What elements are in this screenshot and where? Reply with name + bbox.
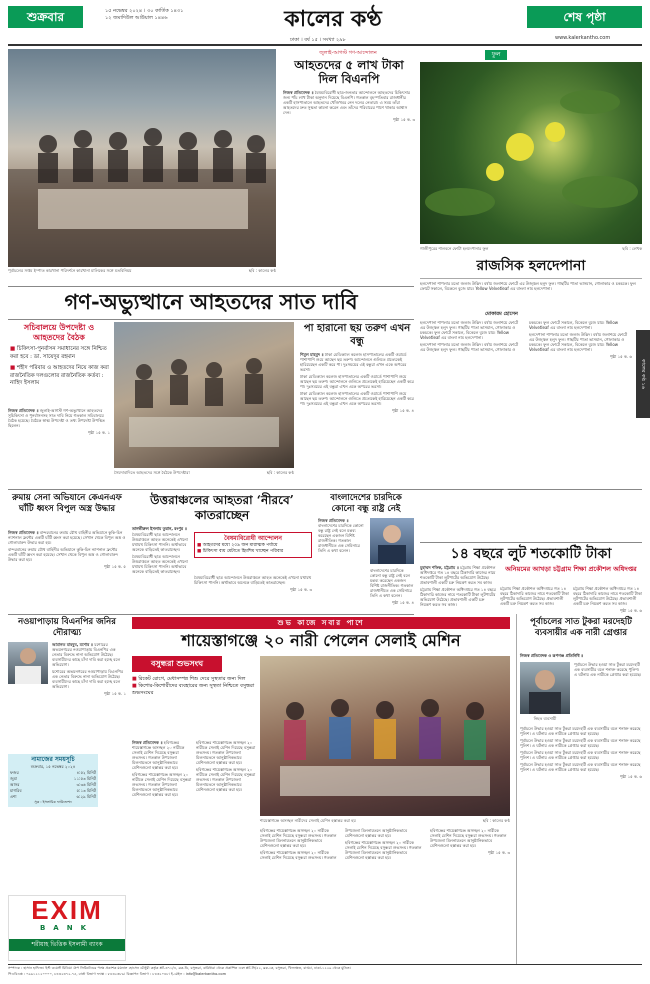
arrest-photo-caption: নিহত ব্যবসায়ী [533, 716, 557, 721]
legs-body-text: ঢাকা মেডিক্যাল কলেজ হাসপাতালের একটি ওয়ার্ডে পাশাপাশি শুয়ে আছেন ছয় তরুণ। আন্দোলনে গুলিতে প্রত্যেকেই হারিয়েছেন একটি করে পা। দুঃসময়ের এই বন্ধুরা এখন একে অপরের ভরসা। [300, 352, 407, 372]
north-headline[interactable]: উত্তরাঞ্চলের আহতরা ‘নীরবে’ কাতরাচ্ছেন [150, 493, 294, 522]
imprint-line: সম্পাদক : হাসান হাফিজ। ইস্ট ওয়েস্ট মিডিয়া গ্রুপ লিমিটেডের পক্ষে প্রকাশক ময়নাল হোসেন চৌধুরী কর্তৃক প্লট-৩৭১/এ, ব্লক-ডি, বসুন্ধরা, বারিধারা থেকে প্রকাশিত এবং প্লট-সি/৫২, ব্লক-কে, বসুন্ধরা, খিলক্ষেত, বাড্ডা, ঢাকা-১২২৯ থেকে মুদ্রিত। [8, 966, 351, 970]
sewing-body [132, 740, 256, 960]
loot-headline[interactable]: ১৪ বছরে লুট শতকোটি টাকা [450, 546, 612, 562]
banner-rule [8, 286, 414, 287]
sewing-body-text-6: হবিগঞ্জের শায়েস্তাগঞ্জে অসচ্ছল ২০ নারীকে সেলাই মেশিন দিয়েছে বসুন্ধরা শুভসংঘ। গতকাল উপজেলা মিলনায়তনে আনুষ্ঠানিকভাবে মেশিনগুলো হস্তান্তর করা হয়। [260, 828, 408, 860]
sewing-body-text-8: হবিগঞ্জের শায়েস্তাগঞ্জে অসচ্ছল ২০ নারীকে সেলাই মেশিন দিয়েছে বসুন্ধরা শুভসংঘ। গতকাল উপজেলা মিলনায়তনে আনুষ্ঠানিকভাবে মেশিনগুলো হস্তান্তর করা হয়। [430, 828, 507, 848]
sewing-body-text-3: হবিগঞ্জের শায়েস্তাগঞ্জে অসচ্ছল ২০ নারীকে সেলাই মেশিন দিয়েছে বসুন্ধরা শুভসংঘ। গতকাল উপজেলা মিলনায়তনে আনুষ্ঠানিকভাবে মেশিনগুলো হস্তান্তর করা হয়। [196, 740, 256, 765]
banner-point-text-2: শহীদ পরিবার ও আহতদের নিয়ে কাজ করা রাজনৈতিক দলগুলোর রাজনৈতিক কর্তব্য : নাহিদ ইসলাম [10, 365, 109, 386]
series-banner: শুভ কাজে সবার পাশে [132, 617, 510, 629]
north-body-left [132, 532, 190, 612]
bd-body-text: বাংলাদেশের চারদিকে কোনো বন্ধু রাষ্ট্র নেই বলে মন্তব্য করেছেন একজন বিশিষ্ট রাজনীতিক। গতকাল রাজধানীতে এক সেমিনারে তিনি এ কথা বলেন। [318, 523, 364, 553]
banner-byline: নিজস্ব প্রতিবেদক ॥ [8, 408, 39, 413]
footer-rule [8, 964, 642, 965]
bnp-body-text-2: যশোরের অভয়নগরের নওয়াপাড়ায় বিএনপির এক নেতার বিরুদ্ধে নানা অভিযোগ উঠেছে। ব্যবসায়ীদের কাছে চাঁদা দাবি করা হচ্ছে বলে অভিযোগ। [52, 669, 124, 689]
bumpers-continued[interactable]: পৃষ্ঠা ১৫ ক. ৫ [103, 564, 126, 569]
north-body-text: বৈষম্যবিরোধী ছাত্র আন্দোলনে উত্তরাঞ্চলে আহত অনেকেই এখনো যথাযথ চিকিৎসা পাননি। অর্থাভাবে অনেকে বাড়িতেই কাতরাচ্ছেন। [132, 532, 188, 552]
bd-portrait [370, 518, 414, 564]
bumpers-headline[interactable]: রুমায় সেনা অভিযানে কেএনএফ ঘাঁটি ধ্বংস বিপুল অস্ত্র উদ্ধার [12, 493, 122, 514]
banner-continued[interactable]: পৃষ্ঠা ১৫ ক. ১ [87, 430, 110, 435]
lead-body [283, 90, 415, 270]
sewing-headline[interactable]: শায়েস্তাগঞ্জে ২০ নারী পেলেন সেলাই মেশিন [181, 631, 461, 650]
flower-headline[interactable]: রাজসিক হলদেপানা [476, 258, 586, 274]
sewing-continued[interactable]: পৃষ্ঠা ১৫ ক. ৩ [487, 850, 510, 855]
north-body-right [194, 575, 312, 611]
section-rule-3 [8, 614, 414, 615]
bd-continued[interactable]: পৃষ্ঠা ১৫ ক. ৪ [391, 600, 414, 605]
arrest-body-text-2: পূর্বাচলে উদ্ধার হওয়া সাত টুকরা মরদেহটি এক ব্যবসায়ীর বলে শনাক্ত করেছে পুলিশ। এ ঘটনায় এক নারীকে গ্রেপ্তার করা হয়েছে। [520, 726, 641, 736]
prayer-time: ৩:৩৬ মিনিট [76, 782, 96, 787]
prayer-time: ৫:১৩ মিনিট [76, 788, 96, 793]
lead-photo [8, 49, 276, 267]
side-tab: কালের কণ্ঠ ১৬ [636, 330, 650, 418]
bullet-icon: ■ [10, 365, 17, 371]
prayer-date: শুক্রবার, ১৫ নভেম্বর ২০২৪ [30, 764, 76, 769]
date-line: ১৫ নভেম্বর ২০২৪ । ৩০ কার্তিক ১৪৩১ [105, 8, 184, 14]
loot-body-text-3: চট্টগ্রাম শিক্ষা প্রকৌশল অধিদপ্তরে গত ১৪ বছরে ঠিকাদারি কাজের নামে শতকোটি টাকা লুটপাটের অভিযোগ উঠেছে। প্রভাবশালী একটি চক্র নিয়ন্ত্রণ করত সব কাজ। [500, 586, 569, 606]
sewing-byline: নিজস্ব প্রতিবেদক ॥ [132, 740, 163, 745]
arrest-body-text: পূর্বাচলে উদ্ধার হওয়া সাত টুকরা মরদেহটি এক ব্যবসায়ীর বলে শনাক্ত করেছে পুলিশ। এ ঘটনায় এক নারীকে গ্রেপ্তার করা হয়েছে। [574, 662, 642, 677]
flower-photo [420, 62, 642, 244]
lead-byline: নিজস্ব প্রতিবেদক ॥ [283, 90, 314, 95]
loot-body-text: চট্টগ্রাম শিক্ষা প্রকৌশল অধিদপ্তরে গত ১৪ বছরে ঠিকাদারি কাজের নামে শতকোটি টাকা লুটপাটের অভিযোগ উঠেছে। প্রভাবশালী একটি চক্র নিয়ন্ত্রণ করত সব কাজ। [420, 565, 496, 585]
loot-subheadline: অনিয়মের আখড়া চট্টগ্রাম শিক্ষা প্রকৌশল অধিদপ্তর [505, 565, 637, 573]
prayer-title: নামাজের সময়সূচি [31, 756, 75, 763]
flower-caption [420, 246, 642, 251]
bumpers-body-text: বান্দরবানের রুমায় যৌথ বাহিনীর অভিযানে কুকি-চিন ন্যাশনাল ফ্রন্টের একটি ঘাঁটি ধ্বংস করা হয়েছে। সেখান থেকে বিপুল অস্ত্র ও গোলাবারুদ উদ্ধার করা হয়। [8, 530, 126, 545]
arrest-body-side [574, 662, 642, 724]
banner-photo-caption [114, 470, 294, 475]
section-rule [8, 489, 642, 490]
north-point-text-1: আহতদের মধ্যে ২০৯ জন মারাত্মক পর্যায়ে [202, 543, 278, 548]
exim-sub: BANK [39, 924, 95, 932]
banner-point-2 [10, 365, 110, 388]
prayer-name: জুমা [10, 776, 17, 781]
exim-ad[interactable] [8, 895, 126, 961]
photo-credit: ছবি : কালের কণ্ঠ [248, 268, 276, 273]
banner-caption-text: সৈয়দাবাদিতে আহতদের সঙ্গে বৈঠকে উপদেষ্টারা [114, 470, 190, 475]
flower-intro [420, 281, 642, 311]
north-box [194, 532, 312, 558]
exim-tag: শরীয়াহ ভিত্তিক ইসলামী ব্যাংক [9, 939, 125, 951]
caption-text: পূর্বাচলের সপ্তম ইস্পাত কারখানা পরিদর্শনে কারখানা মালিকের সঙ্গে মতবিনিময় [8, 268, 132, 273]
bullet-icon: ■ [197, 549, 203, 554]
shubhashangha-logo: বসুন্ধরা শুভসংঘ [132, 656, 222, 672]
lead-continued[interactable]: পৃষ্ঠা ১৫ ক. ৩ [392, 117, 415, 122]
sewing-body-text-7: হবিগঞ্জের শায়েস্তাগঞ্জে অসচ্ছল ২০ নারীকে সেলাই মেশিন দিয়েছে বসুন্ধরা শুভসংঘ। গতকাল উপজেলা মিলনায়তনে আনুষ্ঠানিকভাবে মেশিনগুলো হস্তান্তর করা হয়। [345, 840, 422, 860]
legs-body-text-2: ঢাকা মেডিক্যাল কলেজ হাসপাতালের একটি ওয়ার্ডে পাশাপাশি শুয়ে আছেন ছয় তরুণ। আন্দোলনে গুলিতে প্রত্যেকেই হারিয়েছেন একটি করে পা। দুঃসময়ের এই বন্ধুরা এখন একে অপরের ভরসা। [300, 374, 414, 389]
loot-body-text-2: চট্টগ্রাম শিক্ষা প্রকৌশল অধিদপ্তরে গত ১৪ বছরে ঠিকাদারি কাজের নামে শতকোটি টাকা লুটপাটের অভিযোগ উঠেছে। প্রভাবশালী একটি চক্র নিয়ন্ত্রণ করত সব কাজ। [420, 587, 496, 607]
north-box-point-2 [197, 549, 309, 555]
prayer-time: ৬:২৯ মিনিট [76, 794, 96, 799]
contact-line: পিএবিএক্স : ০৯৬১২১২০০০০, ৮৪৩২৩৭২-৭৫, বার্তা বিভাগ ফ্যাক্স : ৮৪৩২৩৮৬। বিজ্ঞাপন বিভাগ : ৮৪৩২০৪৮। ই-মেইল : info@kalerkantho.com [8, 972, 227, 976]
flower-body [420, 320, 632, 540]
legs-headline[interactable]: পা হারানো ছয় তরুণ এখন বন্ধু [303, 323, 411, 347]
bnp-body-text: যশোরের অভয়নগরের নওয়াপাড়ায় বিএনপির এক নেতার বিরুদ্ধে নানা অভিযোগ উঠেছে। ব্যবসায়ীদের কাছে চাঁদা দাবি করা হচ্ছে বলে অভিযোগ। [52, 642, 121, 667]
sewing-point-text-1: রিকেট রোগে, মেধাসম্পন্ন শিশু দেরে সুস্থতার জন্য দিল [138, 676, 246, 682]
flower-caption-text: গাজীপুরের শালবনে ফোটা হলদেপানার ফুল [420, 246, 489, 251]
bd-body-2 [370, 568, 414, 612]
legs-continued[interactable]: পৃষ্ঠা ১৫ ক. ৪ [391, 408, 414, 413]
bullet-icon: ■ [197, 543, 203, 548]
sewing-body-text-4: হবিগঞ্জের শায়েস্তাগঞ্জে অসচ্ছল ২০ নারীকে সেলাই মেশিন দিয়েছে বসুন্ধরা শুভসংঘ। গতকাল উপজেলা মিলনায়তনে আনুষ্ঠানিকভাবে মেশিনগুলো হস্তান্তর করা হয়। [196, 767, 256, 792]
flower-byline: মোকারম হোসেন [485, 311, 518, 317]
prayer-name: মাগরিব [10, 788, 22, 793]
prayer-name: ফজর [10, 770, 19, 775]
flower-credit: ছবি : লেখক [622, 246, 642, 251]
arrest-body [520, 726, 642, 960]
flower-body-col: হলদেপানা শাপলার মতো জলজ উদ্ভিদ। বর্ষায় জলাশয়ে ফোটে এর উজ্জ্বল হলুদ ফুল। গাছটির পাতা ভাসমান, গোলাকার ও চকচকে। ফুল ফোটে সকালে, বিকেলে বুজে যায়। Yellow Velvetleaf এর বাংলা নাম হলদেপানা। [420, 320, 519, 340]
person-icon [8, 642, 48, 684]
arrest-headline[interactable]: পূর্বাচলের সাত টুকরা মরদেহটি ব্যবসায়ীর এক নারী গ্রেপ্তার [530, 617, 632, 638]
sewing-photo-caption [260, 818, 510, 823]
sewing-body-text: হবিগঞ্জের শায়েস্তাগঞ্জে অসচ্ছল ২০ নারীকে সেলাই মেশিন দিয়েছে বসুন্ধরা শুভসংঘ। গতকাল উপজেলা মিলনায়তনে আনুষ্ঠানিকভাবে মেশিনগুলো হস্তান্তর করা হয়। [132, 740, 185, 770]
north-point-text-2: চিকিৎসা ব্যয় মেটাতে হিমশিম খাচ্ছেন পরিবার [202, 549, 284, 554]
bnp-headline[interactable]: নওয়াপাড়ায় বিএনপির জনির দৌরাত্ম্য [18, 617, 116, 638]
north-body-text-2: বৈষম্যবিরোধী ছাত্র আন্দোলনে উত্তরাঞ্চলে আহত অনেকেই এখনো যথাযথ চিকিৎসা পাননি। অর্থাভাবে অনেকে বাড়িতেই কাতরাচ্ছেন। [132, 554, 188, 574]
legs-body-text-3: ঢাকা মেডিক্যাল কলেজ হাসপাতালের একটি ওয়ার্ডে পাশাপাশি শুয়ে আছেন ছয় তরুণ। আন্দোলনে গুলিতে প্রত্যেকেই হারিয়েছেন একটি করে পা। দুঃসময়ের এই বন্ধুরা এখন একে অপরের ভরসা। [300, 391, 414, 406]
person-icon [370, 518, 414, 564]
bd-byline: নিজস্ব প্রতিবেদক ॥ [318, 518, 349, 523]
loot-continued[interactable]: পৃষ্ঠা ১৫ ক. ৬ [619, 608, 642, 613]
person-icon [520, 662, 570, 714]
meeting-illustration [8, 49, 276, 267]
page-label: শেষ পৃষ্ঠা [527, 6, 642, 28]
lead-headline[interactable]: আহতদের ৫ লাখ টাকা দিল বিএনপি [294, 58, 404, 86]
arrest-body-text-5: পূর্বাচলে উদ্ধার হওয়া সাত টুকরা মরদেহটি এক ব্যবসায়ীর বলে শনাক্ত করেছে পুলিশ। এ ঘটনায় এক নারীকে গ্রেপ্তার করা হয়েছে। [520, 762, 641, 772]
lead-body-text: বৈষম্যবিরোধী ছাত্র-জনতার আন্দোলনে আহতদের চিকিৎসার জন্য পাঁচ লাখ টাকা অনুদান দিয়েছে বিএনপি। গতকাল বৃহস্পতিবার রাজধানীর একটি হাসপাতালে আহতদের খোঁজখবর নেন দলের নেতারা। এ সময় তাঁরা আহতদের দ্রুত সুস্থতা কামনা করেন এবং তাঁদের পরিবারের পাশে থাকার আশ্বাস দেন। [283, 90, 410, 115]
column-divider [516, 614, 517, 964]
flower-body-col-2: হলদেপানা শাপলার মতো জলজ উদ্ভিদ। বর্ষায় জলাশয়ে ফোটে এর উজ্জ্বল হলুদ ফুল। গাছটির পাতা ভাসমান, গোলাকার ও চকচকে। ফুল ফোটে সকালে, বিকেলে বুজে যায়। Yellow Velvetleaf এর বাংলা নাম হলদেপানা। [420, 320, 619, 352]
north-byline: তানভীরুল ইসলাম তুরান, রংপুর ॥ [132, 526, 187, 531]
north-box-title: বৈষম্যবিরোধী আন্দোলন [224, 535, 282, 542]
bullet-icon: ■ [132, 683, 139, 689]
lead-kicker: জুলাই-আগস্ট গণ-আন্দোলন [319, 50, 377, 56]
bullet-icon: ■ [10, 346, 17, 352]
banner-box-title: সচিবালয়ে উপদেষ্টা ও আহতদের বৈঠক [23, 322, 95, 342]
exim-logo: EXIM [31, 895, 103, 925]
banner-body-text: জুলাই-আগস্ট গণ-অভ্যুত্থানে আহতদের সুচিকিৎসা ও পুনর্বাসনসহ সাত দাবি নিয়ে গতকাল সচিবালয়ে বৈঠক হয়েছে। বৈঠকে স্বাস্থ্য উপদেষ্টা ও তথ্য উপদেষ্টা উপস্থিত ছিলেন। [8, 408, 105, 428]
loot-body-text-4: চট্টগ্রাম শিক্ষা প্রকৌশল অধিদপ্তরে গত ১৪ বছরে ঠিকাদারি কাজের নামে শতকোটি টাকা লুটপাটের অভিযোগ উঠেছে। প্রভাবশালী একটি চক্র নিয়ন্ত্রণ করত সব কাজ। [573, 586, 642, 606]
date-block [105, 8, 183, 22]
north-body-text-3: বৈষম্যবিরোধী ছাত্র আন্দোলনে উত্তরাঞ্চলে আহত অনেকেই এখনো যথাযথ চিকিৎসা পাননি। অর্থাভাবে অনেকে বাড়িতেই কাতরাচ্ছেন। [194, 575, 312, 585]
flower-body-col-3: হলদেপানা শাপলার মতো জলজ উদ্ভিদ। বর্ষায় জলাশয়ে ফোটে এর উজ্জ্বল হলুদ ফুল। গাছটির পাতা ভাসমান, গোলাকার ও চকচকে। ফুল ফোটে সকালে, বিকেলে বুজে যায়। Yellow Velvetleaf এর বাংলা নাম হলদেপানা। [529, 332, 628, 352]
meeting-group-illustration [114, 322, 294, 468]
bnp-byline: আমানত মাহবুব, যশোর ॥ [52, 642, 93, 647]
sewing-caption-text: শায়েস্তাগঞ্জে অসচ্ছল নারীদের সেলাই মেশিন হস্তান্তর করা হয় [260, 818, 356, 823]
north-continued[interactable]: পৃষ্ঠা ১৫ ক. ৩ [289, 587, 312, 592]
newspaper-logo: কালের কণ্ঠ [284, 6, 382, 32]
bumpers-byline: নিজস্ব প্রতিবেদক ॥ [8, 530, 39, 535]
bd-body-text-2: বাংলাদেশের চারদিকে কোনো বন্ধু রাষ্ট্র নেই বলে মন্তব্য করেছেন একজন বিশিষ্ট রাজনীতিক। গতকাল রাজধানীতে এক সেমিনারে তিনি এ কথা বলেন। [370, 568, 414, 598]
sewing-points [132, 676, 256, 697]
prayer-name: এশা [10, 794, 17, 799]
bullet-icon: ■ [132, 676, 139, 682]
sewing-photo-credit: ছবি : কালের কণ্ঠ [482, 818, 510, 823]
sewing-photo [260, 656, 510, 816]
prayer-time: ১১:৫৩ মিনিট [73, 776, 96, 781]
prayer-box [8, 754, 98, 807]
flower-continued[interactable]: পৃষ্ঠা ১৫ ক. ৬ [609, 354, 632, 359]
issue-info: ঢাকা । বর্ষ ১৫ । সংখ্যা ২৯৮ [290, 37, 346, 43]
arrest-body-text-4: পূর্বাচলে উদ্ধার হওয়া সাত টুকরা মরদেহটি এক ব্যবসায়ীর বলে শনাক্ত করেছে পুলিশ। এ ঘটনায় এক নারীকে গ্রেপ্তার করা হয়েছে। [520, 750, 641, 760]
loot-byline: মুহাম্মদ শফিক, চট্টগ্রাম ॥ [420, 565, 459, 570]
bumpers-body-text-2: বান্দরবানের রুমায় যৌথ বাহিনীর অভিযানে কুকি-চিন ন্যাশনাল ফ্রন্টের একটি ঘাঁটি ধ্বংস করা হয়েছে। সেখান থেকে বিপুল অস্ত্র ও গোলাবারুদ উদ্ধার করা হয়। [8, 547, 118, 562]
lead-photo-caption [8, 268, 276, 273]
flower-body-text: হলদেপানা শাপলার মতো জলজ উদ্ভিদ। বর্ষায় জলাশয়ে ফোটে এর উজ্জ্বল হলুদ ফুল। গাছটির পাতা ভাসমান, গোলাকার ও চকচকে। ফুল ফোটে সকালে, বিকেলে বুজে যায়। Yellow Velvetleaf এর বাংলা নাম হলদেপানা। [420, 281, 636, 291]
sewing-body-text-5: হবিগঞ্জের শায়েস্তাগঞ্জে অসচ্ছল ২০ নারীকে সেলাই মেশিন দিয়েছে বসুন্ধরা শুভসংঘ। গতকাল উপজেলা মিলনায়তনে আনুষ্ঠানিকভাবে মেশিনগুলো হস্তান্তর করা হয়। [260, 828, 337, 848]
bd-headline[interactable]: বাংলাদেশের চারদিকে কোনো বন্ধু রাষ্ট্র নেই [330, 493, 402, 514]
women-group-illustration [260, 656, 510, 816]
banner-point-1 [10, 346, 110, 361]
website-url[interactable]: www.kalerkantho.com [555, 35, 611, 41]
sewing-body-text-2: হবিগঞ্জের শায়েস্তাগঞ্জে অসচ্ছল ২০ নারীকে সেলাই মেশিন দিয়েছে বসুন্ধরা শুভসংঘ। গতকাল উপজেলা মিলনায়তনে আনুষ্ঠানিকভাবে মেশিনগুলো হস্তান্তর করা হয়। [132, 772, 192, 797]
bnp-body [52, 642, 126, 752]
flower-label: ফুল [485, 50, 507, 60]
masthead-rule [8, 44, 642, 46]
prayer-name: আসর [10, 782, 20, 787]
arrest-body-text-3: পূর্বাচলে উদ্ধার হওয়া সাত টুকরা মরদেহটি এক ব্যবসায়ীর বলে শনাক্ত করেছে পুলিশ। এ ঘটনায় এক নারীকে গ্রেপ্তার করা হয়েছে। [520, 738, 641, 748]
sewing-point-2 [132, 683, 256, 697]
sewing-body-lower [260, 828, 510, 960]
sewing-point-text-2: কিশোর-কিশোরীদের ব্যবহারের জন্য সুস্থতা নিশ্চিতে বসুন্ধরা শুভসংঘের [132, 683, 255, 696]
loot-rule [420, 542, 642, 543]
prayer-table [10, 770, 96, 800]
banner-photo [114, 322, 294, 468]
flower-illustration [420, 62, 642, 244]
banner-body [8, 408, 110, 480]
arrest-portrait [520, 662, 570, 714]
bnp-portrait [8, 642, 48, 684]
arrest-byline: নিজস্ব প্রতিবেদক ও রূপগঞ্জ প্রতিনিধি ॥ [520, 653, 584, 658]
date-line-hijri: ১২ জমাদিউল আউয়াল ১৪৪৬ [105, 15, 168, 21]
banner-photo-credit: ছবি : কালের কণ্ঠ [266, 470, 294, 475]
banner-point-text-1: চিকিৎসা-পুনর্বাসন সমাধানের সঙ্গে নিশ্চিত করা হবে : ডা. সায়েদুর রহমান [10, 346, 107, 360]
bnp-continued[interactable]: পৃষ্ঠা ১৫ ক. ১ [103, 691, 126, 696]
legs-byline: শিমুল মাহমুদ ॥ [300, 352, 324, 357]
arrest-continued[interactable]: পৃষ্ঠা ১৫ ক. ৬ [619, 774, 642, 779]
sewing-point-1 [132, 676, 256, 683]
banner-points [10, 346, 110, 388]
bd-body [318, 518, 368, 612]
bumpers-body [8, 530, 126, 610]
prayer-note: সূত্র : ইসলামিক ফাউন্ডেশন [34, 800, 72, 804]
legs-body [300, 352, 414, 477]
day-badge: শুক্রবার [8, 6, 83, 28]
banner-headline[interactable]: গণ-অভ্যুত্থানে আহতদের সাত দাবি [64, 289, 358, 314]
divider [420, 278, 642, 279]
banner-rule-bottom [8, 319, 414, 320]
prayer-time: ৪:৫২ মিনিট [76, 770, 96, 775]
